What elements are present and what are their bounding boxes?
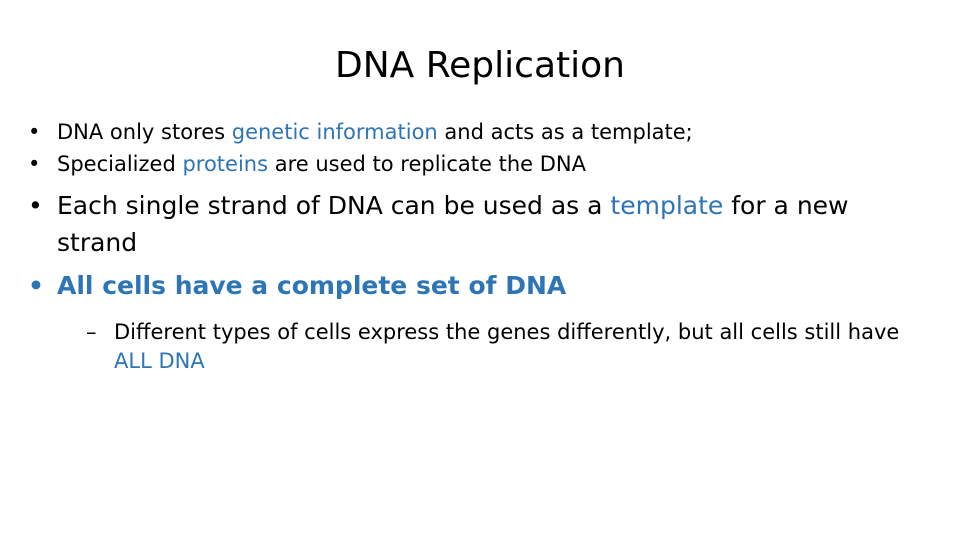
- sub-bullet-item: [86, 318, 928, 376]
- bullet-text-end: are used to replicate the DNA: [268, 152, 587, 176]
- bullet-text-start: DNA only stores: [57, 120, 232, 144]
- bullet-text: [57, 116, 928, 148]
- bullet-marker: •: [28, 191, 43, 220]
- highlight-term: proteins: [182, 152, 269, 176]
- bullet-item-4: [28, 267, 928, 304]
- bullet-item-3: [28, 187, 928, 261]
- bullet-marker: •: [28, 271, 44, 300]
- slide-title: DNA Replication: [335, 45, 625, 86]
- sub-bullet-text: [114, 318, 928, 376]
- bullet-text-start: Each single strand of DNA can be used as a: [57, 191, 611, 220]
- sub-bullet-text-start: Different types of cells express the genes differently, but all cells still have: [114, 320, 900, 344]
- highlight-term: ALL DNA: [114, 349, 205, 373]
- bullet-item-1: [28, 116, 928, 148]
- bullet-text: [57, 187, 928, 261]
- bullet-item-2: [28, 148, 928, 180]
- bullet-marker: •: [28, 120, 41, 144]
- bullet-marker: •: [28, 152, 41, 176]
- bullet-text: [57, 148, 928, 180]
- highlight-term: genetic information: [231, 120, 438, 144]
- slide-body: [28, 116, 928, 376]
- bullet-text-end: for a new strand: [57, 191, 849, 257]
- bullet-text-bold: All cells have a complete set of DNA: [57, 271, 567, 300]
- highlight-term: template: [610, 191, 724, 220]
- bullet-text-start: Specialized: [57, 152, 183, 176]
- bullet-text-end: and acts as a template;: [437, 120, 693, 144]
- sub-bullet-marker: –: [86, 320, 97, 344]
